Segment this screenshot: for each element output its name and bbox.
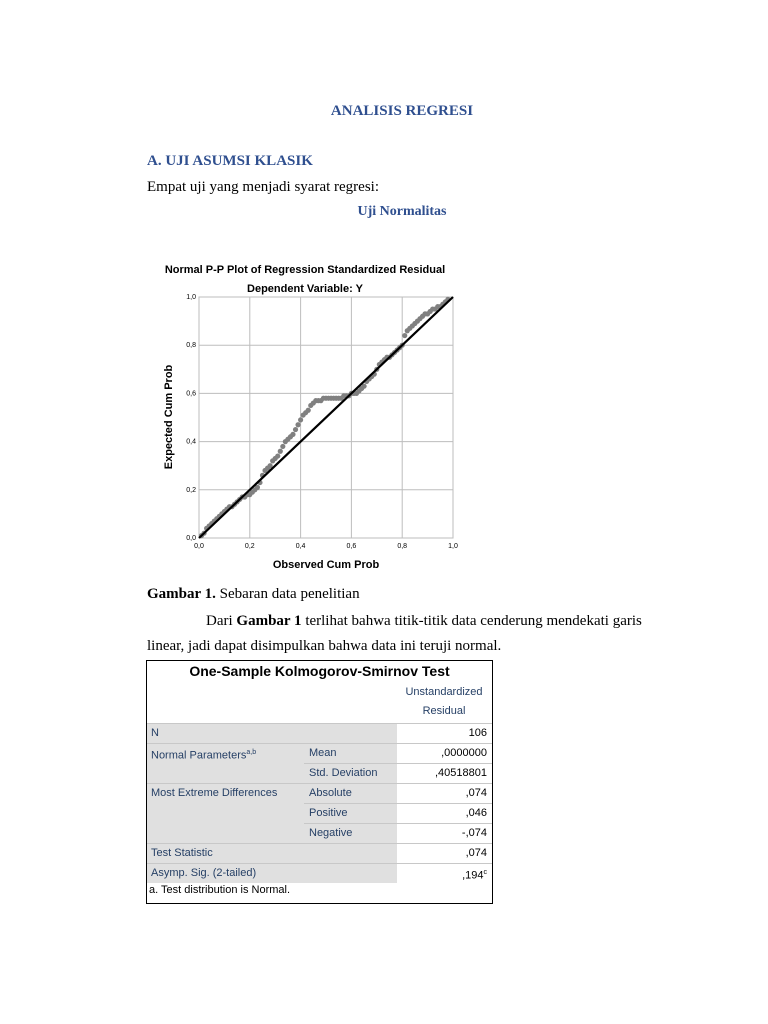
x-tick-label: 0,4 xyxy=(295,543,306,550)
row-label xyxy=(147,803,304,823)
table-row xyxy=(147,803,492,823)
data-point xyxy=(295,422,300,427)
row-sublabel: Negative xyxy=(304,823,397,843)
row-sublabel xyxy=(304,723,397,743)
row-label: N xyxy=(147,723,304,743)
x-tick-label: 0,2 xyxy=(244,543,255,550)
row-label xyxy=(147,823,304,843)
x-axis-label: Observed Cum Prob xyxy=(272,559,380,571)
data-point xyxy=(293,427,298,432)
data-point xyxy=(280,444,285,449)
y-tick-label: 0,0 xyxy=(186,535,196,542)
column-header-line-1: Unstandardized xyxy=(405,686,483,698)
row-value: ,074 xyxy=(397,783,492,803)
table-footnote: a. Test distribution is Normal. xyxy=(149,884,291,896)
row-label xyxy=(147,763,304,783)
data-point xyxy=(290,432,295,437)
caption-text: Sebaran data penelitian xyxy=(215,586,360,602)
row-label: Asymp. Sig. (2-tailed) xyxy=(147,863,304,883)
data-point xyxy=(298,417,303,422)
table-row xyxy=(147,863,492,883)
y-tick-label: 0,8 xyxy=(186,342,196,350)
ks-test-table xyxy=(146,660,493,904)
table-row xyxy=(147,763,492,783)
row-label-sup: a,b xyxy=(246,749,257,756)
y-tick-label: 1,0 xyxy=(186,294,196,301)
row-value xyxy=(397,863,492,883)
chart-title: Normal P-P Plot of Regression Standardized Residual xyxy=(164,264,446,276)
row-sublabel: Absolute xyxy=(304,783,397,803)
table-row xyxy=(147,723,492,743)
x-tick-label: 0,6 xyxy=(346,543,357,550)
table-row xyxy=(147,823,492,843)
table-row xyxy=(147,843,492,863)
column-header xyxy=(397,683,491,721)
y-axis-label: Expected Cum Prob xyxy=(163,364,175,470)
data-point xyxy=(306,408,311,413)
row-value: 106 xyxy=(397,723,492,743)
x-tick-labels xyxy=(194,543,458,550)
y-tick-label: 0,2 xyxy=(186,486,196,494)
y-tick-label: 0,4 xyxy=(186,438,196,446)
table-title: One-Sample Kolmogorov-Smirnov Test xyxy=(189,663,450,679)
row-label-text: Normal Parameters xyxy=(151,749,247,762)
x-tick-label: 1,0 xyxy=(448,543,458,550)
row-label: Most Extreme Differences xyxy=(147,783,304,803)
intro-text: Empat uji yang menjadi syarat regresi: xyxy=(147,179,380,195)
row-label: Test Statistic xyxy=(147,843,304,863)
paragraph-part-2: terlihat bahwa titik-titik data cenderung mendekati garis linear, jadi dapat disimpulkan bahwa data ini teruji normal. xyxy=(147,613,642,654)
caption-label: Gambar 1. xyxy=(147,586,216,602)
row-sublabel: Positive xyxy=(304,803,397,823)
data-point xyxy=(402,333,407,338)
row-sublabel xyxy=(304,843,397,863)
row-sublabel: Mean xyxy=(304,743,397,763)
subsection-heading: Uji Normalitas xyxy=(357,204,447,219)
x-tick-label: 0,0 xyxy=(194,543,204,550)
table-row xyxy=(147,783,492,803)
y-tick-label: 0,6 xyxy=(186,390,196,398)
x-tick-label: 0,8 xyxy=(397,543,408,550)
document-title: ANALISIS REGRESI xyxy=(330,103,474,119)
row-sublabel: Std. Deviation xyxy=(304,763,397,783)
y-tick-labels xyxy=(186,294,196,542)
pp-plot xyxy=(155,255,475,575)
row-value-text: ,194 xyxy=(462,869,484,882)
row-sublabel xyxy=(304,863,397,883)
column-header-line-2: Residual xyxy=(422,705,466,717)
row-value: ,0000000 xyxy=(397,743,492,763)
row-value: -,074 xyxy=(397,823,492,843)
section-heading: A. UJI ASUMSI KLASIK xyxy=(147,153,313,169)
row-label xyxy=(147,743,304,763)
data-point xyxy=(275,453,280,458)
row-value-sup: c xyxy=(483,869,487,876)
row-value: ,046 xyxy=(397,803,492,823)
paragraph-bold: Gambar 1 xyxy=(236,613,302,629)
paragraph xyxy=(147,609,667,659)
chart-subtitle: Dependent Variable: Y xyxy=(247,283,363,295)
row-value: ,40518801 xyxy=(397,763,492,783)
row-value: ,074 xyxy=(397,843,492,863)
figure-caption xyxy=(147,586,360,603)
table-row xyxy=(147,743,492,763)
data-point xyxy=(278,449,283,454)
paragraph-part-1: Dari xyxy=(206,613,237,629)
